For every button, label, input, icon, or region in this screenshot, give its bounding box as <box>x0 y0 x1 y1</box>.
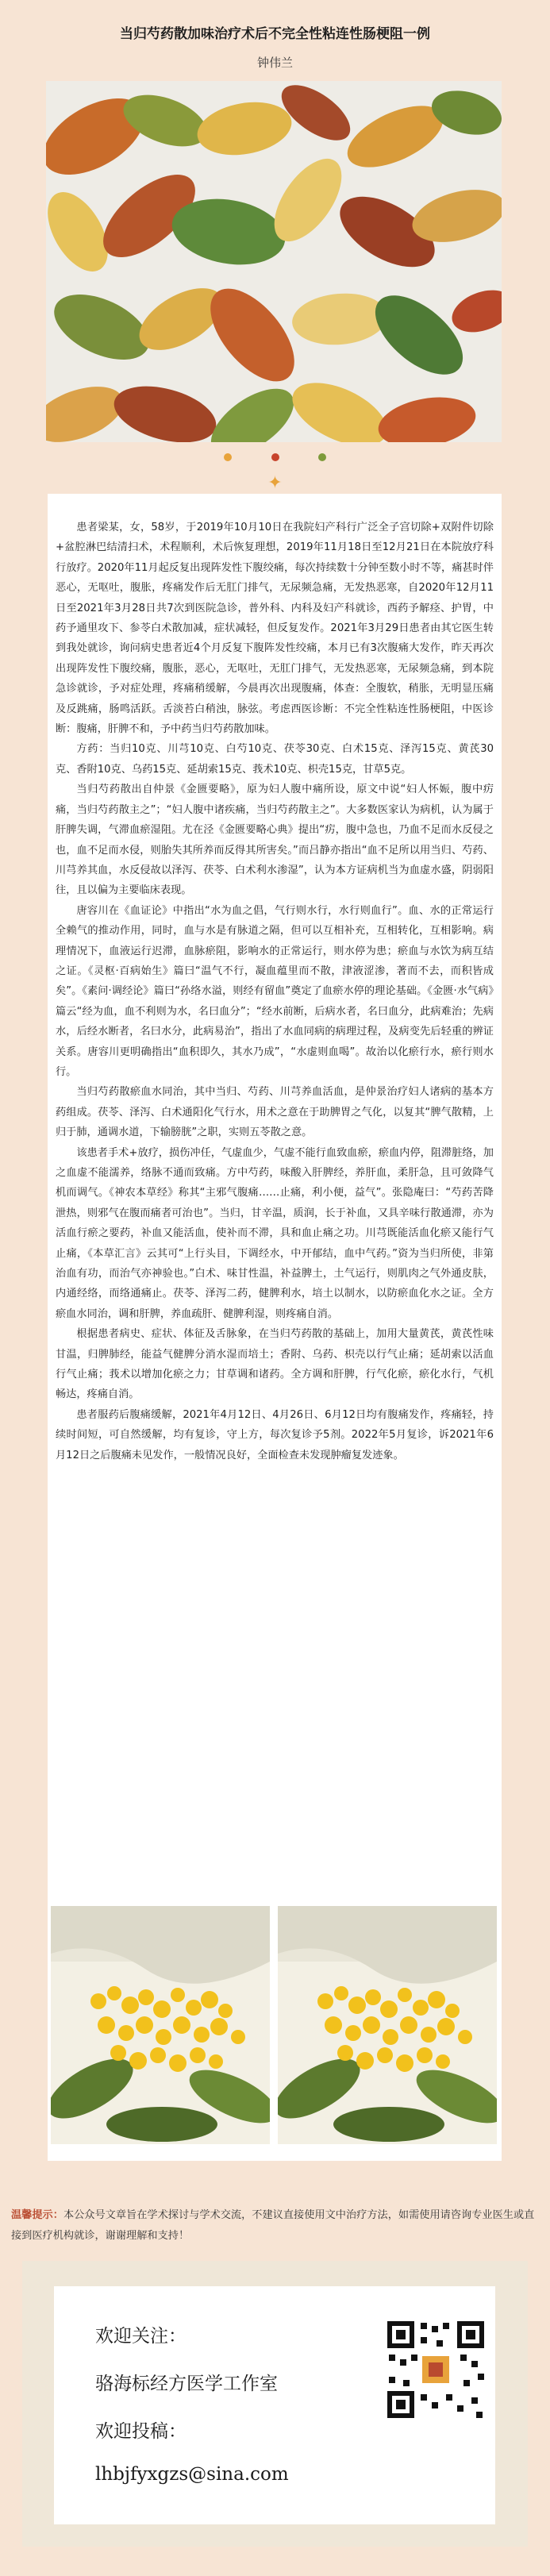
warm-reminder-text: 本公众号文章旨在学术探讨与学术交流，不建议直接使用文中治疗方法，如需使用请咨询专业医生或直接到医疗机构就诊，谢谢理解和支持！ <box>11 2209 535 2242</box>
article-author: 钟伟兰 <box>256 56 293 70</box>
carousel-dot <box>318 453 326 461</box>
paragraph: 该患者手术+放疗，损伤冲任，气虚血少，气虚不能行血致血瘀，瘀血内停，阻滞脏络，加之血虚不能濡养，络脉不通而致痛。方中芍药，味酸入肝脾经，养肝血，柔肝急，且可敛降气机而调气。《神农本草经》称其“主邪气腹痛……止痛，利小便，益气”。张隐庵曰：“芍药苦降泄热，则邪气在腹而痛者可治也”。当归，甘辛温，质润，长于补血，又具辛味行散通滞，亦为活血行瘀之要药，补血又能活血，使补而不滞，具和血止痛之功。川芎既能活血化瘀又能行气止痛，《本草汇言》云其可“上行头目，下调经水，中开郁结，血中气药。”资为当归所使，非第治血有功，而治气亦神验也。”白术、味甘性温，补益脾土，土气运行，则肌肉之气外通皮肤，内通经络，而络通痛止。茯苓、泽泻二药，健脾利水，培土以制水，以防瘀血化水之证。全方瘀血水同治，调和肝脾，养血疏肝、健脾利湿，则疼痛自消。 <box>56 1146 494 1320</box>
warm-reminder <box>11 2205 539 2247</box>
paragraph: 唐容川在《血证论》中指出“水为血之倡，气行则水行，水行则血行”。血、水的正常运行全赖气的推动作用，同时，血与水是有脉道之隔，但可以互相补充，互相转化，互相影响。病理情况下，血液运行迟滞，血脉瘀阻，影响水的正常运行，则水停为患；瘀血与水饮为病互结之证。《灵枢·百病始生》篇曰“温气不行，凝血蕴里而不散，津液涩渗，著而不去，而积皆成矣”。《素问·调经论》篇曰“孙络水溢，则经有留血”奠定了血瘀水停的理论基础。《金匮·水气病》篇云“经为血，血不利则为水，名曰血分”；“经水前断，后病水者，名曰血分，此病难治；先病水，后经水断者，名曰水分，此病易治”，指出了水血同病的病理过程，及病变先后轻重的辨证关系。唐容川更明确指出“血积即久，其水乃成”，“水虚则血喝”。故治以化瘀行水，瘀行则水行。 <box>56 904 494 1078</box>
article-title: 当归芍药散加味治疗术后不完全性粘连性肠梗阻一例 <box>120 26 430 42</box>
osmanthus-flower-image <box>51 1906 270 2144</box>
carousel-dot <box>224 453 232 461</box>
footer-panel <box>54 2286 495 2524</box>
autumn-leaves-image <box>46 81 502 442</box>
paragraph: 当归芍药散出自仲景《金匮要略》，原为妇人腹中痛所设，原文中说“妇人怀娠，腹中疠痛，当归芍药散主之”；“妇人腹中诸疾痛，当归芍药散主之”。大多数医家认为病机，认为属于肝脾失调，气滞血瘀湿阻。尤在泾《金匮要略心典》提出“疠，腹中急也，乃血不足而水反侵之也，血不足而水侵，则胎失其所养而反得其所害矣。”而吕静亦指出“血不足所以用当归、芍药、川芎养其血，水反侵故以泽泻、茯苓、白术利水渗湿”，认为本方证病机当为血虚水盛，阴弱阳往，且以偏为主要临床表现。 <box>56 784 494 897</box>
submission-email[interactable]: lhbjfyxgzs@sina.com <box>95 2464 289 2485</box>
carousel-dots <box>0 449 550 464</box>
follow-us-label: 欢迎关注： <box>95 2326 187 2347</box>
carousel-dot <box>271 453 279 461</box>
submission-label: 欢迎投稿： <box>95 2421 187 2442</box>
qr-code-icon[interactable] <box>384 2318 487 2421</box>
star-divider-icon: ✦ <box>267 473 283 493</box>
footer-banner <box>22 2261 528 2547</box>
osmanthus-flower-image <box>278 1906 497 2144</box>
warm-reminder-label: 温馨提示： <box>11 2209 63 2221</box>
studio-name: 骆海标经方医学工作室 <box>95 2374 278 2394</box>
paragraph: 患者服药后腹痛缓解，2021年4月12日、4月26日、6月12日均有腹痛发作，疼痛轻，持续时间短，可自然缓解，均有复诊，守上方，每次复诊予5剂。2022年5月复诊，诉2021年6月12日之后腹痛未见发作，一般情况良好，全面检查未发现肿瘤复发迹象。 <box>56 1408 494 1461</box>
paragraph: 当归芍药散瘀血水同治，其中当归、芍药、川芎养血活血，是仲景治疗妇人诸病的基本方药组成。茯苓、泽泻、白术通阳化气行水，用术之意在于助脾胃之气化，以复其“脾气散精，上归于肺，通调水道，下输膀胱”之职，实则五苓散之意。 <box>56 1086 494 1139</box>
paragraph: 患者梁某，女，58岁，于2019年10月10日在我院妇产科行广泛全子宫切除+双附件切除+盆腔淋巴结清扫术，术程顺利，术后恢复理想，2019年11月18日至12月21日在本院放疗科行放疗。2020年11月起反复出现阵发性下腹绞痛，每次持续数十分钟至数小时不等，痛甚时伴恶心，无呕吐，腹胀，疼痛发作后无肛门排气，无尿频急痛，无发热恶寒，自2020年12月11日至2021年3月28日共7次到医院急诊，普外科、内科及妇产科就诊，西药予解痉、护胃，中药予通里攻下、参苓白术散加减，症状减轻，但反复发作。2021年3月29日患者由其它医生转到我处就诊，询问病史患者近4个月反复下腹阵发性绞痛，本月已有3次腹痛大发作，昨天再次出现阵发性下腹绞痛，腹胀，恶心，无呕吐，无肛门排气，无发热恶寒，无尿频急痛，到本院急诊就诊，予对症处理，疼痛稍缓解，今晨再次出现腹痛，体查：全腹软，稍胀，无明显压痛及反跳痛，肠鸣活跃。舌淡苔白稍浊，脉弦。考虑西医诊断：不完全性粘连性肠梗阻，中医诊断：腹痛，肝脾不和，予中药当归芍药散加味。 <box>56 522 494 736</box>
paragraph: 根据患者病史、症状、体征及舌脉象，在当归芍药散的基础上，加用大量黄芪，黄芪性味甘温，归脾肺经，能益气健脾分消水湿而培土；香附、乌药、枳壳以行气止痛；延胡索以活血行气止痛；莪术以增加化瘀之力；甘草调和诸药。全方调和肝脾，行气化瘀，瘀化水行，气机畅达，疼痛自消。 <box>56 1328 494 1401</box>
paragraph: 方药：当归10克、川芎10克、白芍10克、茯苓30克、白术15克、泽泻15克、黄芪30克、香附10克、乌药15克、延胡索15克、莪术10克、枳壳15克，甘草5克。 <box>56 743 494 776</box>
